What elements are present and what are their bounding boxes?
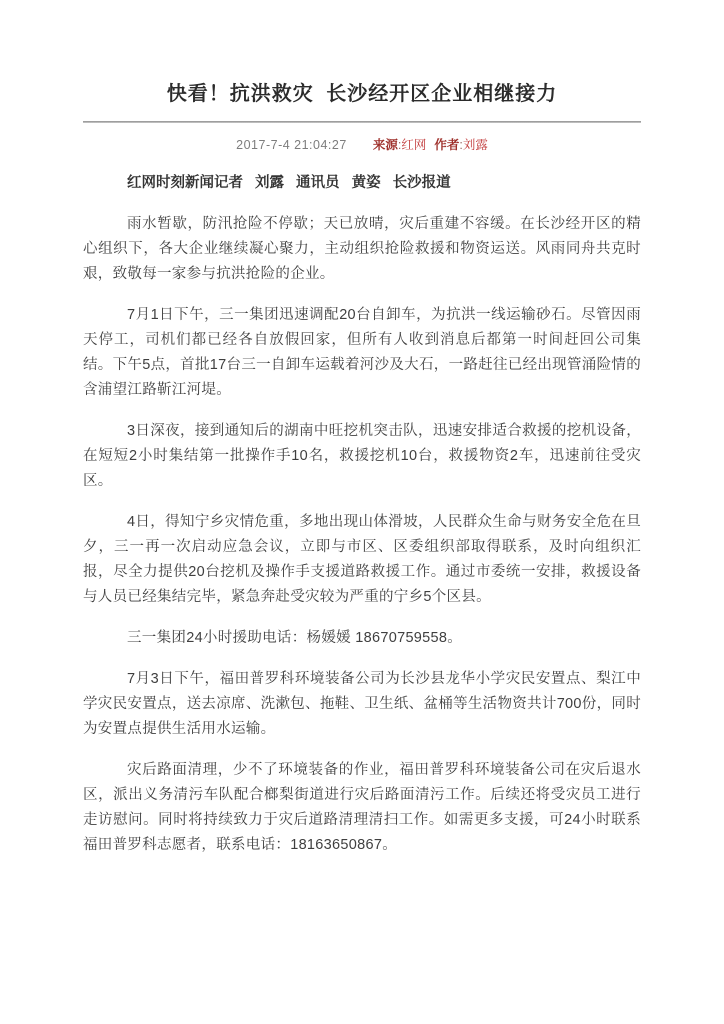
article-paragraph-hotline: 三一集团24小时援助电话：杨媛媛 18670759558。 bbox=[127, 630, 463, 646]
author-value: 刘露 bbox=[462, 138, 488, 152]
source-value: 红网 bbox=[401, 138, 427, 152]
source-colon: : bbox=[397, 138, 402, 152]
author-label: 作者 bbox=[434, 138, 460, 152]
article-byline: 红网时刻新闻记者 刘露 通讯员 黄姿 长沙报道 bbox=[127, 175, 451, 191]
author-colon: : bbox=[459, 138, 463, 152]
article-paragraph-6: 7月3日下午，福田普罗科环境装备公司为长沙县龙华小学灾民安置点、梨江中学灾民安置点，送去凉席、洗漱包、拖鞋、卫生纸、盆桶等生活物资共计700份，同时为安置点提供生活用水运输。 bbox=[83, 671, 641, 737]
page-title: 快看！抗洪救灾 长沙经开区企业相继接力 bbox=[166, 83, 558, 105]
article-content bbox=[83, 0, 641, 858]
publish-datetime: 2017-7-4 21:04:27 bbox=[236, 138, 347, 152]
article-paragraph-2: 7月1日下午，三一集团迅速调配20台自卸车，为抗洪一线运输砂石。尽管因雨天停工，司机们都已经各自放假回家，但所有人收到消息后都第一时间赶回公司集结。下午5点，首批17台三一自卸车运载着河沙及大石，一路赶往已经出现管涌险情的含浦望江路靳江河堤。 bbox=[83, 307, 641, 398]
source-label: 来源 bbox=[372, 138, 398, 152]
source-author-group bbox=[373, 138, 488, 152]
title-divider bbox=[83, 121, 641, 123]
article-paragraph-1: 雨水暂歇，防汛抢险不停歇；天已放晴，灾后重建不容缓。在长沙经开区的精心组织下，各大企业继续凝心聚力，主动组织抢险救援和物资运送。风雨同舟共克时艰，致敬每一家参与抗洪抢险的企业。 bbox=[83, 216, 641, 282]
article-paragraph-4: 4日，得知宁乡灾情危重，多地出现山体滑坡，人民群众生命与财务安全危在旦夕，三一再一次启动应急会议，立即与市区、区委组织部取得联系，及时向组织汇报，尽全力提供20台挖机及操作手支援道路救援工作。通过市委统一安排，救援设备与人员已经集结完毕，紧急奔赴受灾较为严重的宁乡5个区县。 bbox=[83, 514, 641, 605]
article-meta bbox=[83, 137, 641, 153]
article-paragraph-7: 灾后路面清理，少不了环境装备的作业，福田普罗科环境装备公司在灾后退水区，派出义务清污车队配合榔梨街道进行灾后路面清污工作。后续还将受灾员工进行走访慰问。同时将持续致力于灾后道路清理清扫工作。如需更多支援，可24小时联系福田普罗科志愿者，联系电话：18163650867。 bbox=[83, 762, 641, 853]
article-paragraph-3: 3日深夜，接到通知后的湖南中旺挖机突击队，迅速安排适合救援的挖机设备，在短短2小时集结第一批操作手10名，救援挖机10台，救援物资2车，迅速前往受灾区。 bbox=[83, 423, 641, 489]
